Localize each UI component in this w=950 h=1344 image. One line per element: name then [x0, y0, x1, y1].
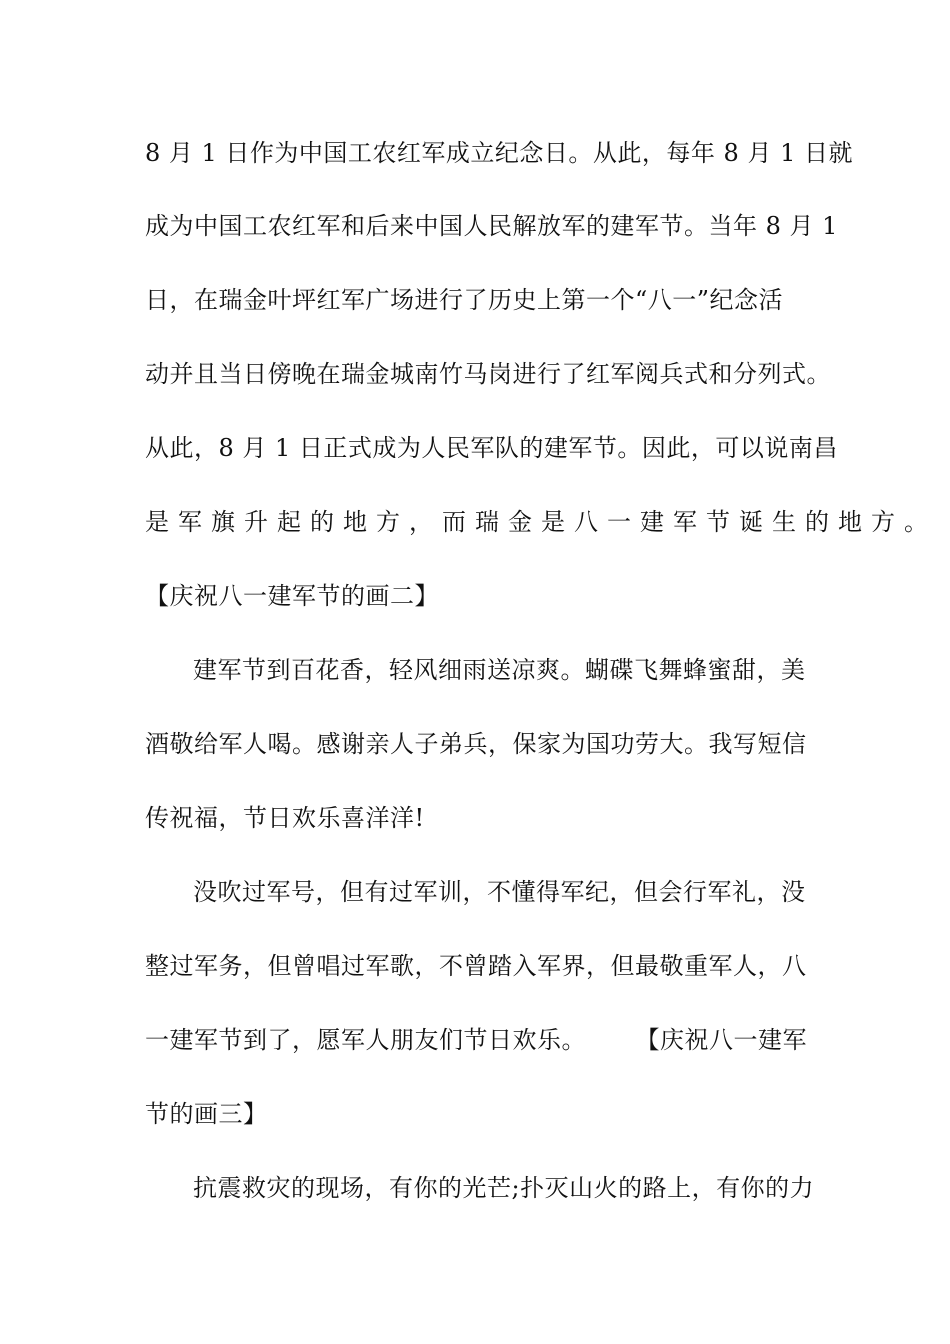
text-line: 从此，8 月 1 日正式成为人民军队的建军节。因此，可以说南昌	[145, 434, 838, 462]
paragraph-first-line: 建军节到百花香，轻风细雨送凉爽。蝴碟飞舞蜂蜜甜，美	[193, 656, 806, 684]
text-line: 是军旗升起的地方，而瑞金是八一建军节诞生的地方。	[145, 508, 937, 536]
text-line: 整过军务，但曾唱过军歌，不曾踏入军界，但最敬重军人，八	[145, 952, 807, 980]
text-line: 一建军节到了，愿军人朋友们节日欢乐。 【庆祝八一建军	[145, 1026, 807, 1054]
section-heading: 节的画三】	[145, 1100, 268, 1128]
text-line: 成为中国工农红军和后来中国人民解放军的建军节。当年 8 月 1	[145, 212, 838, 240]
paragraph-first-line: 没吹过军号，但有过军训，不懂得军纪，但会行军礼，没	[193, 878, 806, 906]
paragraph-first-line: 抗震救灾的现场，有你的光芒;扑灭山火的路上，有你的力	[193, 1174, 815, 1202]
text-line: 传祝福，节日欢乐喜洋洋!	[145, 804, 425, 832]
text-line: 8 月 1 日作为中国工农红军成立纪念日。从此，每年 8 月 1 日就	[145, 139, 853, 167]
text-line: 酒敬给军人喝。感谢亲人子弟兵，保家为国功劳大。我写短信	[145, 730, 807, 758]
text-line: 日，在瑞金叶坪红军广场进行了历史上第一个“八一”纪念活	[145, 286, 784, 314]
text-line: 动并且当日傍晚在瑞金城南竹马岗进行了红军阅兵式和分列式。	[145, 360, 831, 388]
section-heading: 【庆祝八一建军节的画二】	[145, 582, 439, 610]
